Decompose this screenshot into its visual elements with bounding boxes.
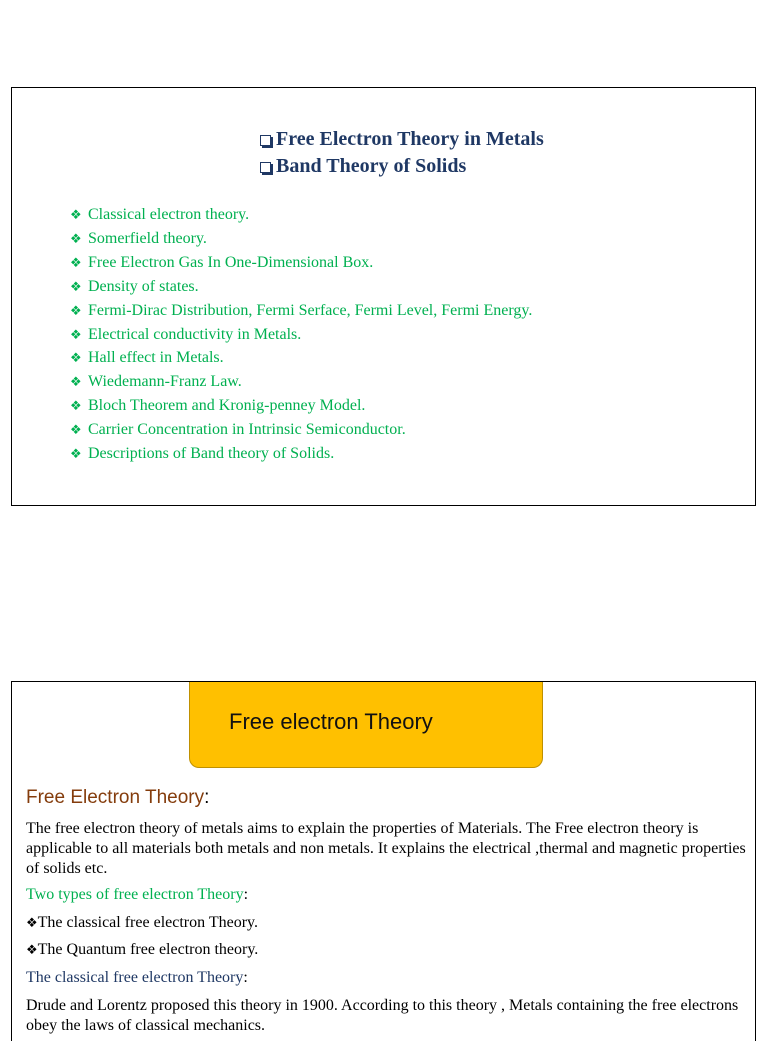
type-text: The classical free electron Theory. (37, 914, 258, 931)
topic-text: Electrical conductivity in Metals. (88, 325, 302, 343)
intro-paragraph: The free electron theory of metals aims to explain the properties of Materials. The Free electron theory is applicable to all materials both metals and non metals. It explains the electrical ,thermal and magnetic properties of solids etc. (26, 820, 746, 877)
list-item (70, 418, 532, 442)
slide-title-box (189, 682, 543, 768)
topic-text: Classical electron theory. (88, 206, 250, 223)
heading-text: Free Electron Theory in Metals (276, 128, 544, 150)
topic-text: Hall effect in Metals. (88, 349, 224, 367)
list-item (70, 323, 532, 347)
section-heading-text: Free Electron Theory (26, 787, 205, 808)
list-item (70, 299, 532, 323)
checkbox-bullet-icon (260, 162, 271, 173)
list-item (70, 370, 532, 394)
diamond-bullet-icon: ❖ (70, 398, 82, 414)
diamond-bullet-icon: ❖ (70, 326, 82, 342)
topic-text: Wiedemann-Franz Law. (88, 373, 242, 391)
classical-heading (26, 969, 248, 987)
type-text: The Quantum free electron theory. (37, 941, 259, 958)
heading-band-theory (260, 153, 544, 180)
list-item (70, 442, 532, 466)
slide-free-electron-theory (11, 681, 756, 1041)
diamond-bullet-icon: ❖ (70, 207, 82, 222)
classical-heading-text: The classical free electron Theory (26, 969, 244, 986)
slide-title: Free electron Theory (229, 709, 433, 734)
list-item (70, 275, 532, 299)
diamond-bullet-icon: ❖ (70, 254, 82, 270)
list-item (70, 251, 532, 275)
colon-text: : (204, 787, 210, 808)
topic-text: Fermi-Dirac Distribution, Fermi Serface, Fermi Level, Fermi Energy. (88, 301, 533, 319)
diamond-bullet-icon: ❖ (70, 374, 82, 390)
heading-free-electron (260, 126, 544, 153)
topic-text: Descriptions of Band theory of Solids. (88, 445, 335, 463)
topic-text: Somerfield theory. (88, 229, 207, 247)
list-item (70, 227, 532, 251)
topic-text: Free Electron Gas In One-Dimensional Box. (88, 253, 374, 271)
list-item (70, 394, 532, 418)
diamond-bullet-icon: ❖ (70, 422, 82, 438)
diamond-bullet-icon: ❖ (26, 942, 38, 957)
types-heading-text: Two types of free electron Theory (26, 886, 244, 903)
list-item (70, 346, 532, 370)
diamond-bullet-icon: ❖ (70, 446, 82, 462)
diamond-bullet-icon: ❖ (70, 302, 82, 318)
topic-list (70, 203, 532, 466)
diamond-bullet-icon: ❖ (70, 278, 82, 294)
classical-paragraph: Drude and Lorentz proposed this theory in 1900. According to this theory , Metals containing the free electrons obey the laws of classical mechanics. (26, 997, 739, 1034)
list-item (70, 203, 532, 227)
topic-text: Density of states. (88, 277, 199, 295)
diamond-bullet-icon: ❖ (70, 230, 82, 246)
list-item (26, 941, 258, 959)
diamond-bullet-icon: ❖ (70, 350, 82, 366)
list-item (26, 914, 258, 932)
topic-text: Bloch Theorem and Kronig-penney Model. (88, 397, 366, 415)
heading-text: Band Theory of Solids (276, 155, 467, 177)
section-heading (26, 787, 209, 809)
slide-topics (11, 87, 756, 506)
topic-text: Carrier Concentration in Intrinsic Semiconductor. (88, 421, 406, 439)
checkbox-bullet-icon (260, 135, 271, 146)
colon-text: : (243, 969, 248, 986)
colon-text: : (243, 886, 249, 903)
slide-headings (260, 126, 544, 180)
types-heading (26, 886, 248, 904)
diamond-bullet-icon: ❖ (26, 915, 38, 930)
